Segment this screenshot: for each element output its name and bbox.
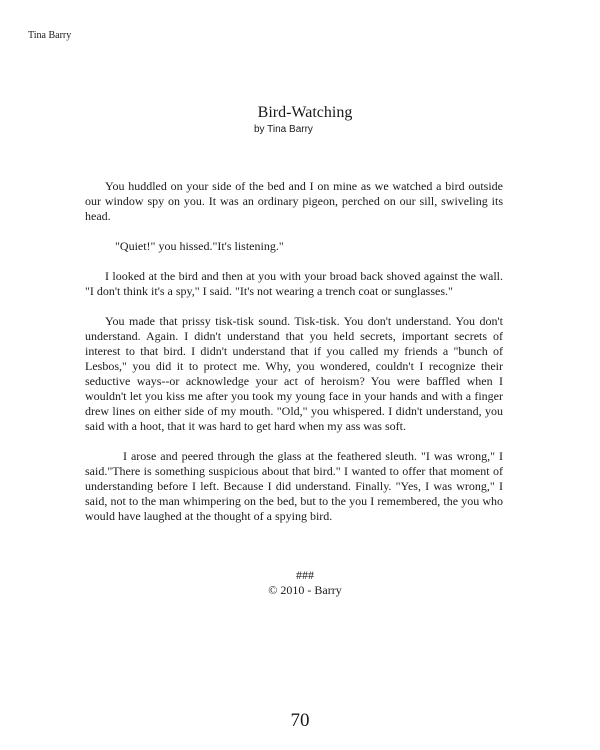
story-title: Bird-Watching <box>257 104 353 121</box>
page-number: 70 <box>290 710 310 731</box>
story-end <box>0 568 600 598</box>
running-head-author: Tina Barry <box>28 30 72 41</box>
paragraph-4: You made that prissy tisk-tisk sound. Tisk-tisk. You don't understand. You don't understand. Again. I didn't understand that you held secrets, important secrets of interest to that bird. I didn't understand that if you called my friends a "bunch of Lesbos," you did it to protect me. Why, you wondered, couldn't I recognize their seductive ways--or acknowledge your act of heroism? You were baffled when I wouldn't let you kiss me after you took my young face in your hands and with a finger drew lines on either side of my mouth. "Old," you whispered. I didn't understand, you said with a hoot, that it was hard to get hard when my ass was soft. <box>85 314 503 433</box>
end-mark: ### <box>296 568 314 582</box>
copyright-line: © 2010 - Barry <box>268 583 342 597</box>
paragraph-3: I looked at the bird and then at you with your broad back shoved against the wall. "I don't think it's a spy," I said. "It's not wearing a trench coat or sunglasses." <box>85 269 503 298</box>
paragraph-2: "Quiet!" you hissed."It's listening." <box>115 239 284 253</box>
story-body <box>85 179 503 539</box>
paragraph-1: You huddled on your side of the bed and I on mine as we watched a bird outside our window spy on you. It was an ordinary pigeon, perched on our sill, swiveling its head. <box>85 179 503 223</box>
story-byline: by Tina Barry <box>254 124 313 135</box>
paragraph-5: I arose and peered through the glass at the feathered sleuth. "I was wrong," I said."There is something suspicious about that bird." I wanted to offer that moment of understanding before I left. Because I did understand. Finally. "Yes, I was wrong," I said, not to the man whimpering on the bed, but to the you I remembered, the you who would have laughed at the thought of a spying bird. <box>85 449 503 523</box>
